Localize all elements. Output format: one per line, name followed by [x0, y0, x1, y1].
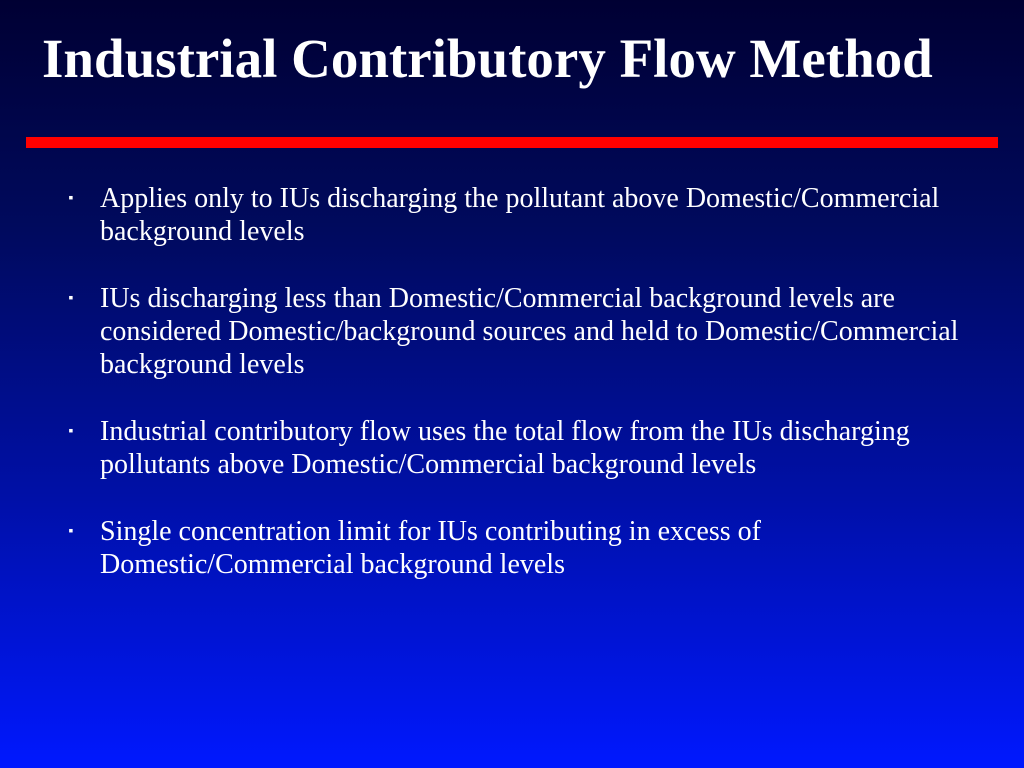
title-divider	[26, 137, 998, 148]
bullet-item	[64, 182, 964, 248]
bullet-item	[64, 415, 964, 481]
square-bullet-icon: ▪	[68, 191, 74, 206]
slide-title: Industrial Contributory Flow Method	[42, 28, 933, 89]
bullet-text: Industrial contributory flow uses the total flow from the IUs discharging pollutants above Domestic/Commercial background levels	[100, 416, 910, 480]
bullet-list	[64, 182, 964, 615]
bullet-text: IUs discharging less than Domestic/Commercial background levels are considered Domestic/background sources and held to Domestic/Commercial background levels	[100, 283, 959, 380]
bullet-text: Applies only to IUs discharging the pollutant above Domestic/Commercial background levels	[100, 183, 940, 247]
bullet-item	[64, 282, 964, 381]
bullet-item	[64, 515, 964, 581]
square-bullet-icon: ▪	[68, 524, 74, 539]
square-bullet-icon: ▪	[68, 291, 74, 306]
bullet-text: Single concentration limit for IUs contributing in excess of Domestic/Commercial background levels	[100, 516, 761, 580]
square-bullet-icon: ▪	[68, 424, 74, 439]
